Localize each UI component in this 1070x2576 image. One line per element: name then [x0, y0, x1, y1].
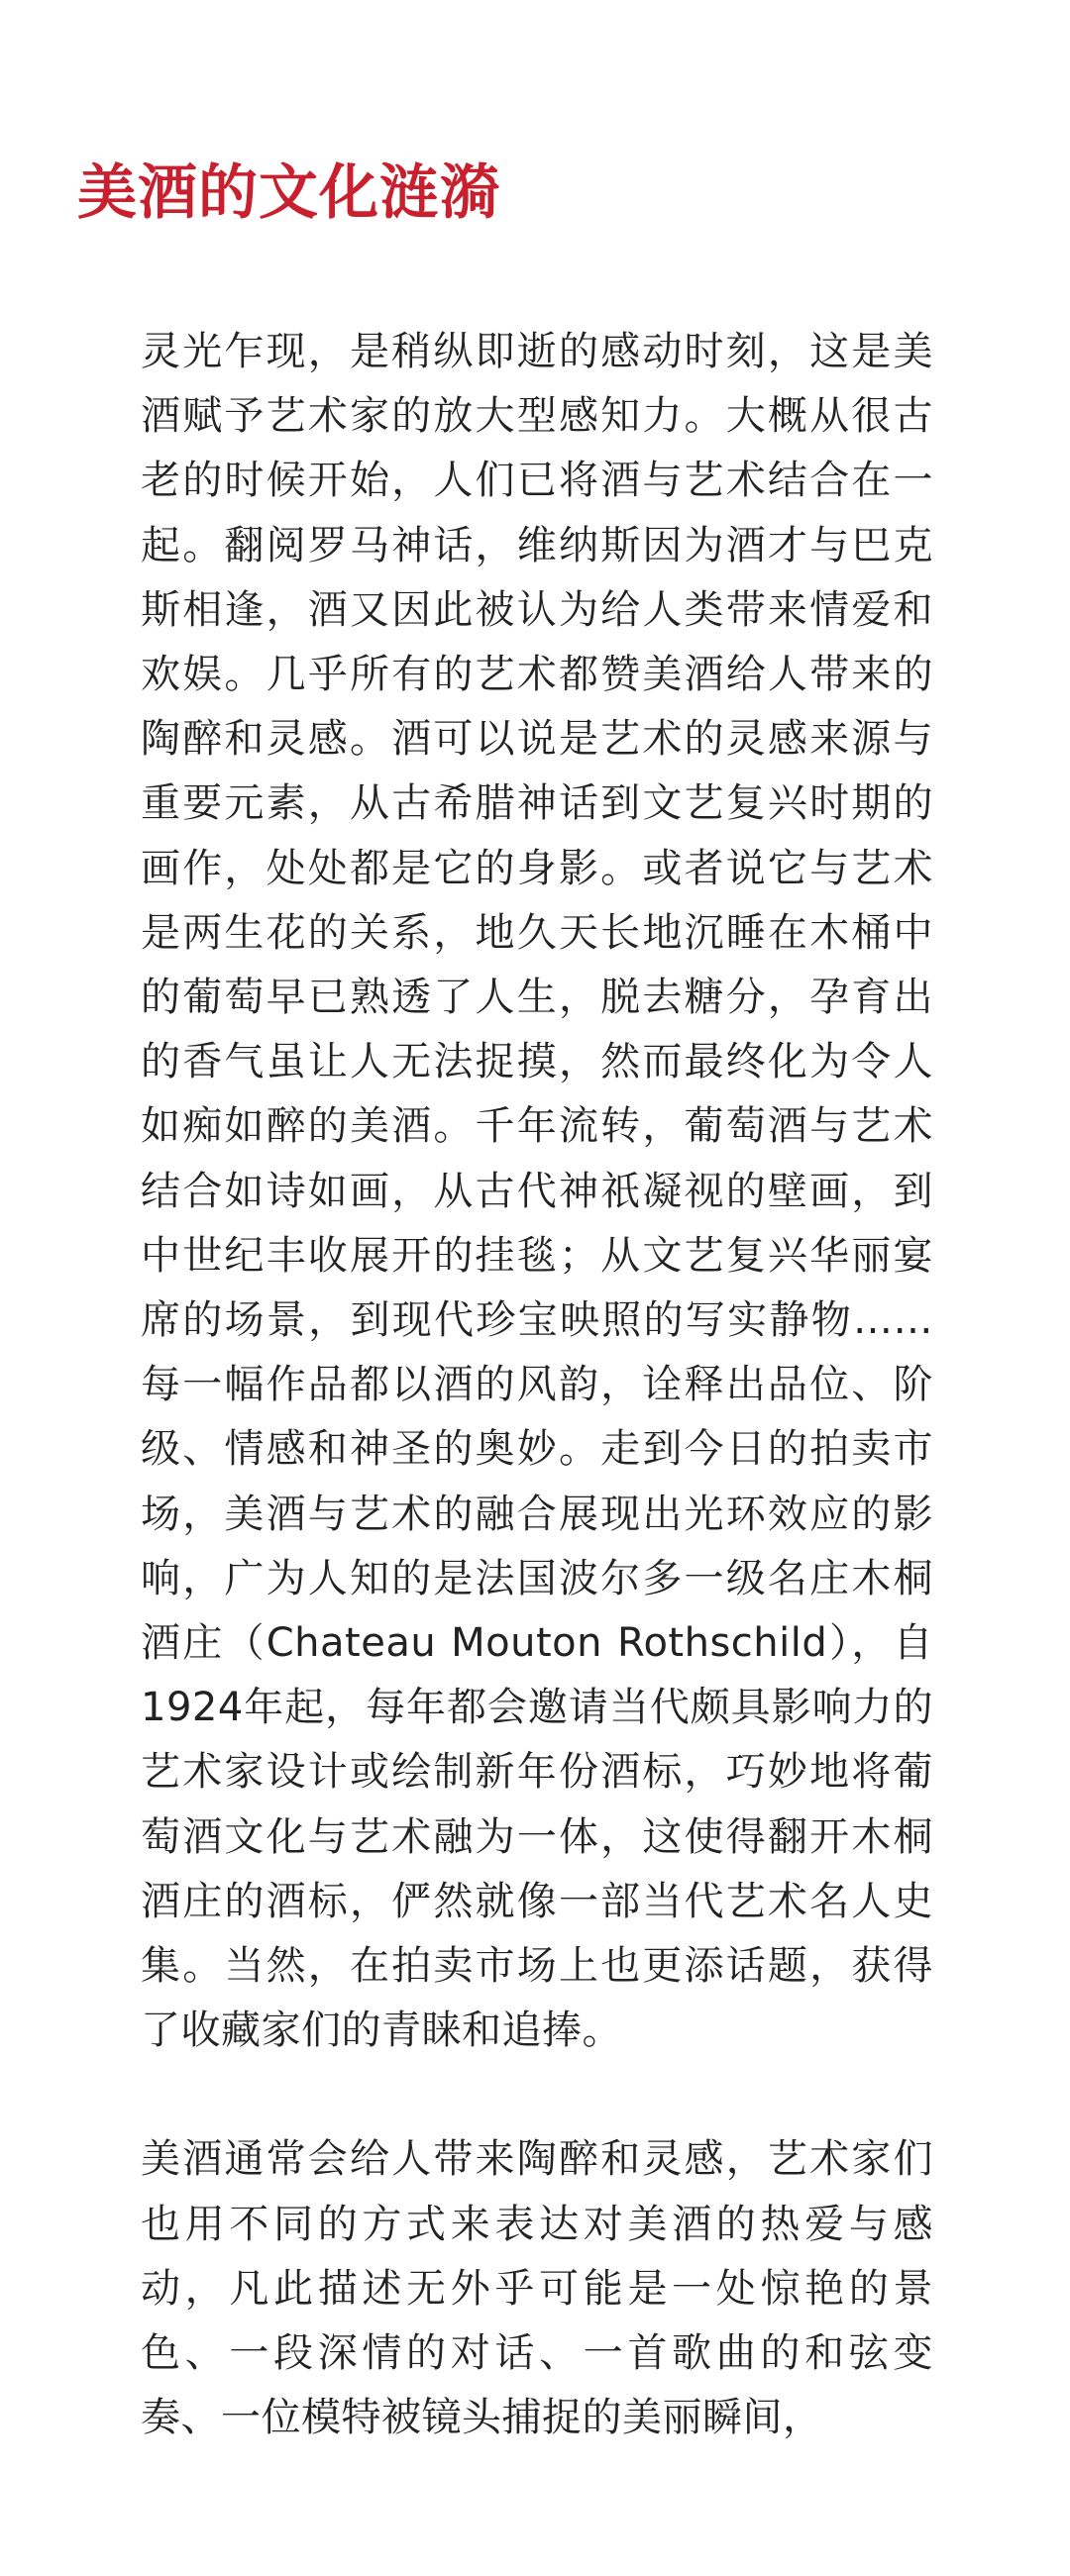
article-paragraph-1: 灵光乍现，是稍纵即逝的感动时刻，这是美酒赋予艺术家的放大型感知力。大概从很古老的时候开始，人们已将酒与艺术结合在一起。翻阅罗马神话，维纳斯因为酒才与巴克斯相逢，酒又因此被认为给人类带来情爱和欢娱。几乎所有的艺术都赞美酒给人带来的陶醉和灵感。酒可以说是艺术的灵感来源与重要元素，从古希腊神话到文艺复兴时期的画作，处处都是它的身影。或者说它与艺术是两生花的关系，地久天长地沉睡在木桶中的葡萄早已熟透了人生，脱去糖分，孕育出的香气虽让人无法捉摸，然而最终化为令人如痴如醉的美酒。千年流转，葡萄酒与艺术结合如诗如画，从古代神祇凝视的壁画，到中世纪丰收展开的挂毯；从文艺复兴华丽宴席的场景，到现代珍宝映照的写实静物……每一幅作品都以酒的风韵，诠释出品位、阶级、情感和神圣的奥妙。走到今日的拍卖市场，美酒与艺术的融合展现出光环效应的影响，广为人知的是法国波尔多一级名庄木桐酒庄（Chateau Mouton Rothschild），自1924年起，每年都会邀请当代颇具影响力的艺术家设计或绘制新年份酒标，巧妙地将葡萄酒文化与艺术融为一体，这使得翻开木桐酒庄的酒标，俨然就像一部当代艺术名人史集。当然，在拍卖市场上也更添话题，获得了收藏家们的青睐和追捧。 — [141, 329, 933, 2054]
article-paragraph-2: 美酒通常会给人带来陶醉和灵感，艺术家们也用不同的方式来表达对美酒的热爱与感动，凡此描述无外乎可能是一处惊艳的景色、一段深情的对话、一首歌曲的和弦变奏、一位模特被镜头捕捉的美丽瞬间， — [141, 2136, 933, 2441]
article-title: 美酒的文化涟漪 — [77, 158, 500, 228]
article-body — [141, 320, 933, 2451]
